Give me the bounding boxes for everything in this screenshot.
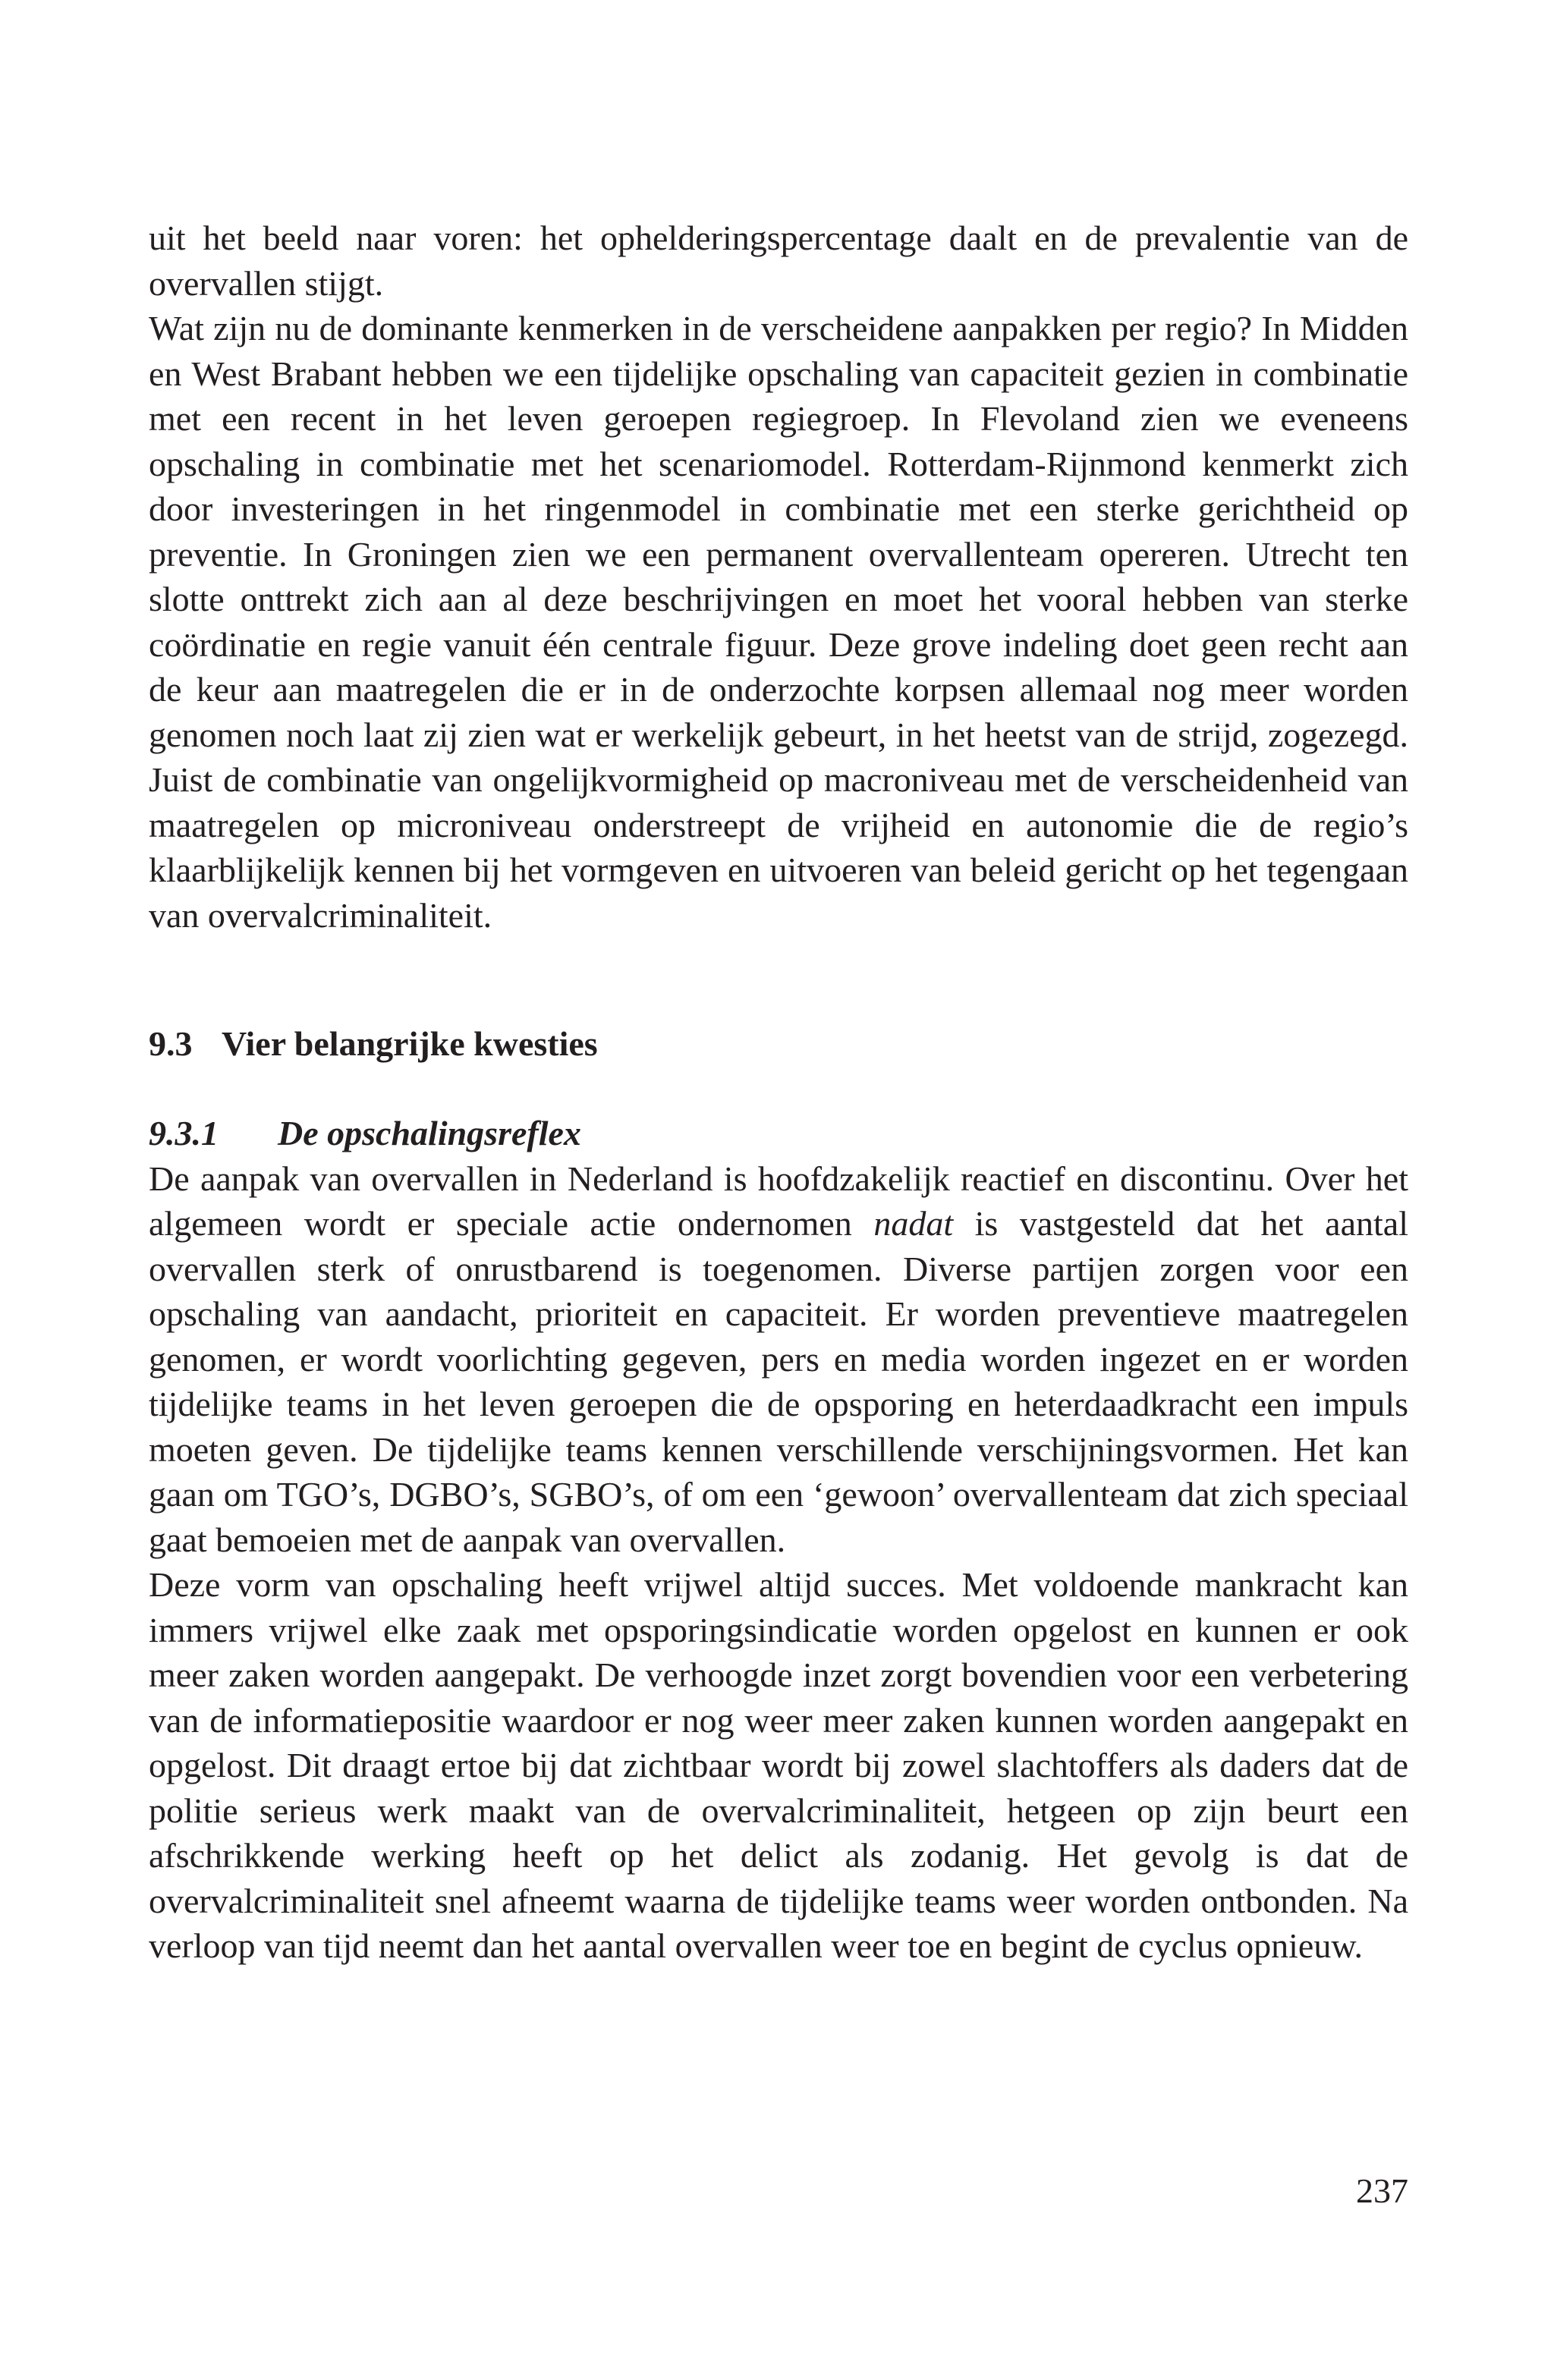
subsection-title: De opschalingsreflex bbox=[278, 1114, 581, 1152]
paragraph-text-after-emphasis: is vastgesteld dat het aantal overvallen sterk of onrustbarend is toegenomen. Diverse partijen zorgen voor een opschaling van aandacht, prioriteit en capaciteit. Er worden preventieve maatregelen genomen, er wordt voorlichting gegeven, pers en media worden ingezet en er worden tijdelijke teams in het leven geroepen die de opsporing en heterdaadkracht een impuls moeten geven. De tijdelijke teams kennen verschillende verschijningsvormen. Het kan gaan om TGO’s, DGBO’s, SGBO’s, of om een ‘gewoon’ overvallenteam dat zich speciaal gaat bemoeien met de aanpak van overvallen. bbox=[149, 1204, 1408, 1559]
subsection-paragraph-1 bbox=[149, 1156, 1408, 1563]
page-body bbox=[149, 215, 1408, 1965]
paragraph-text-before-emphasis: De aanpak van overvallen in Nederland is hoofdzakelijk reactief en discontinu. Over het algemeen wordt er speciale actie ondernomen bbox=[149, 1159, 1408, 1243]
section-number: 9.3 bbox=[149, 1024, 193, 1063]
subsection-heading bbox=[149, 1111, 1408, 1156]
intro-paragraph-1: uit het beeld naar voren: het ophelderingspercentage daalt en de prevalentie van de overvallen stijgt. bbox=[149, 219, 1408, 303]
section-heading bbox=[149, 1021, 598, 1067]
emphasized-word: nadat bbox=[873, 1204, 954, 1243]
subsection-paragraph-2: Deze vorm van opschaling heeft vrijwel altijd succes. Met voldoende mankracht kan immers vrijwel elke zaak met opsporingsindicatie worden opgelost en kunnen er ook meer zaken worden aangepakt. De verhoogde inzet zorgt bovendien voor een verbetering van de informatiepositie waardoor er nog weer meer zaken kunnen worden aangepakt en opgelost. Dit draagt ertoe bij dat zichtbaar wordt bij zowel slachtoffers als daders dat de politie serieus werk maakt van de overvalcriminaliteit, hetgeen op zijn beurt een afschrikkende werking heeft op het delict als zodanig. Het gevolg is dat de overvalcriminaliteit snel afneemt waarna de tijdelijke teams weer worden ontbonden. Na verloop van tijd neemt dan het aantal overvallen weer toe en begint de cyclus opnieuw. bbox=[149, 1565, 1408, 1965]
intro-paragraph-2: Wat zijn nu de dominante kenmerken in de verscheidene aanpakken per regio? In Midden en West Brabant hebben we een tijdelijke opschaling van capaciteit gezien in combinatie met een recent in het leven geroepen regiegroep. In Flevoland zien we eveneens opschaling in combinatie met het scenariomodel. Rotterdam-Rijnmond kenmerkt zich door investeringen in het ringenmodel in combinatie met een sterke gerichtheid op preventie. In Groningen zien we een permanent overvallenteam opereren. Utrecht ten slotte onttrekt zich aan al deze beschrijvingen en moet het vooral hebben van sterke coördinatie en regie vanuit één centrale figuur. Deze grove indeling doet geen recht aan de keur aan maatregelen die er in de onderzochte korpsen allemaal nog meer worden genomen noch laat zij zien wat er werkelijk gebeurt, in het heetst van de strijd, zogezegd. Juist de combinatie van ongelijkvormigheid op macroniveau met de verscheidenheid van maatregelen op microniveau onderstreept de vrijheid en autonomie die de regio’s klaarblijkelijk kennen bij het vormgeven en uitvoeren van beleid gericht op het tegengaan van overvalcriminaliteit. bbox=[149, 309, 1408, 935]
subsection-number: 9.3.1 bbox=[149, 1114, 219, 1152]
section-title: Vier belangrijke kwesties bbox=[222, 1024, 598, 1063]
page-number: 237 bbox=[1356, 2171, 1408, 2210]
subsection-block bbox=[149, 1111, 1408, 1969]
